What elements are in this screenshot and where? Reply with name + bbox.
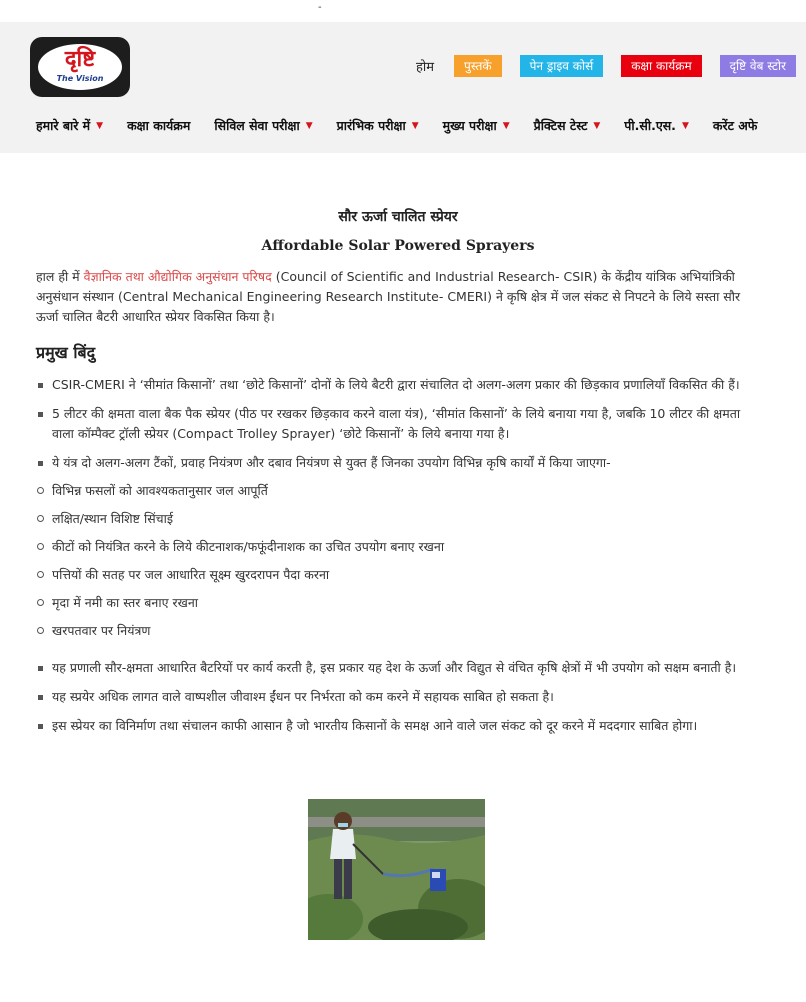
sub-points-list: [52, 481, 760, 649]
intro-paragraph: [36, 267, 760, 327]
nav-prelims[interactable]: [337, 117, 419, 134]
caret-down-icon: ▼: [96, 120, 104, 131]
caret-down-icon: ▼: [411, 120, 419, 131]
site-header: [0, 22, 806, 153]
logo-badge: [38, 44, 122, 90]
nav-label: प्रैक्टिस टेस्ट: [533, 118, 588, 133]
nav-label: मुख्य परीक्षा: [442, 118, 497, 133]
site-logo[interactable]: [30, 37, 130, 97]
list-item: [36, 453, 760, 649]
article-title-hindi: सौर ऊर्जा चालित स्प्रेयर: [338, 209, 458, 225]
nav-label: पी.सी.एस.: [624, 118, 676, 133]
list-item: CSIR-CMERI ने ‘सीमांत किसानों’ तथा ‘छोटे किसानों’ दोनों के लिये बैटरी द्वारा संचालित दो अलग-अलग प्रकार की छिड़काव प्रणालियाँ विकसित की हैं।: [36, 375, 760, 395]
article-body: [36, 205, 760, 745]
logo-main-text: दृष्टि: [64, 47, 96, 72]
nav-about-us[interactable]: [36, 117, 103, 134]
nav-practice-test[interactable]: [534, 117, 601, 134]
logo-sub-text: The Vision: [56, 74, 104, 83]
nav-current-affairs[interactable]: [713, 117, 758, 134]
web-store-button[interactable]: दृष्टि वेब स्टोर: [720, 55, 796, 77]
list-item: इस स्प्रेयर का विनिर्माण तथा संचालन काफी आसान है जो भारतीय किसानों के समक्ष आने वाले जल संकट को दूर करने में मददगार साबित होगा।: [36, 716, 760, 736]
caret-down-icon: ▼: [593, 120, 601, 131]
list-item-text: ये यंत्र दो अलग-अलग टैंकों, प्रवाह नियंत्रण और दबाव नियंत्रण से युक्त हैं जिनका उपयोग विभिन्न कृषि कार्यों में किया जाएगा-: [52, 455, 611, 470]
csir-link[interactable]: वैज्ञानिक तथा औद्योगिक अनुसंधान परिषद: [83, 269, 272, 284]
main-nav: [36, 117, 781, 134]
sprayer-photo-illustration: [308, 799, 485, 940]
nav-label: कक्षा कार्यक्रम: [127, 118, 191, 133]
classroom-program-button[interactable]: कक्षा कार्यक्रम: [621, 55, 701, 77]
article-photo: [308, 799, 485, 940]
caret-down-icon: ▼: [681, 120, 689, 131]
nav-label: प्रारंभिक परीक्षा: [336, 118, 406, 133]
intro-after: (Council of Scientific and Industrial Research- CSIR) के केंद्रीय यांत्रिक अभियांत्रिकी अनुसंधान संस्थान (Central Mechanical Engineering Research Institute- CMERI) ने कृषि क्षेत्र में जल संकट से निपटने के लिये सस्ता सौर ऊर्जा चालित बैटरी आधारित स्प्रेयर विकसित किया है।: [36, 269, 741, 324]
sub-list-item: पत्तियों की सतह पर जल आधारित सूक्ष्म खुरदरापन पैदा करना: [36, 565, 760, 593]
books-button[interactable]: पुस्तकें: [454, 55, 502, 77]
pen-drive-course-button[interactable]: पेन ड्राइव कोर्स: [520, 55, 604, 77]
sub-list-item: मृदा में नमी का स्तर बनाए रखना: [36, 593, 760, 621]
nav-label: हमारे बारे में: [36, 118, 91, 133]
sub-list-item: कीटों को नियंत्रित करने के लिये कीटनाशक/फफूंदीनाशक का उचित उपयोग बनाए रखना: [36, 537, 760, 565]
intro-before: हाल ही में: [36, 269, 84, 284]
key-points-list: [36, 375, 760, 736]
article-title-english: Affordable Solar Powered Sprayers: [261, 238, 535, 254]
home-link[interactable]: होम: [415, 60, 435, 75]
sub-list-item: लक्षित/स्थान विशिष्ट सिंचाई: [36, 509, 760, 537]
top-strip: [0, 0, 806, 22]
top-links: [416, 54, 806, 78]
nav-mains[interactable]: [443, 117, 510, 134]
key-points-heading: प्रमुख बिंदु: [36, 343, 96, 362]
list-item: 5 लीटर की क्षमता वाला बैक पैक स्प्रेयर (पीठ पर रखकर छिड़काव करने वाला यंत्र), ‘सीमांत किसानों’ के लिये बनाया गया है, जबकि 10 लीटर की क्षमता वाला कॉम्पैक्ट ट्रॉली स्प्रेयर (Compact Trolley Sprayer) ‘छोटे किसानों’ के लिये बनाया गया है।: [36, 404, 760, 444]
nav-label: करेंट अफे: [712, 118, 758, 133]
sub-list-item: विभिन्न फसलों को आवश्यकतानुसार जल आपूर्ति: [36, 481, 760, 509]
nav-label: सिविल सेवा परीक्षा: [214, 118, 300, 133]
sub-list-item: खरपतवार पर नियंत्रण: [36, 621, 760, 649]
top-mark: -: [318, 2, 322, 13]
list-item: यह प्रणाली सौर-क्षमता आधारित बैटरियों पर कार्य करती है, इस प्रकार यह देश के ऊर्जा और विद्युत से वंचित कृषि क्षेत्रों में भी उपयोग को सक्षम बनाती है।: [36, 658, 760, 678]
nav-civil-services[interactable]: [214, 117, 312, 134]
nav-pcs[interactable]: [624, 117, 689, 134]
caret-down-icon: ▼: [305, 120, 313, 131]
caret-down-icon: ▼: [502, 120, 510, 131]
nav-classroom-program[interactable]: [127, 117, 190, 134]
list-item: यह स्प्रयेर अधिक लागत वाले वाष्पशील जीवाश्म ईंधन पर निर्भरता को कम करने में सहायक साबित हो सकता है।: [36, 687, 760, 707]
